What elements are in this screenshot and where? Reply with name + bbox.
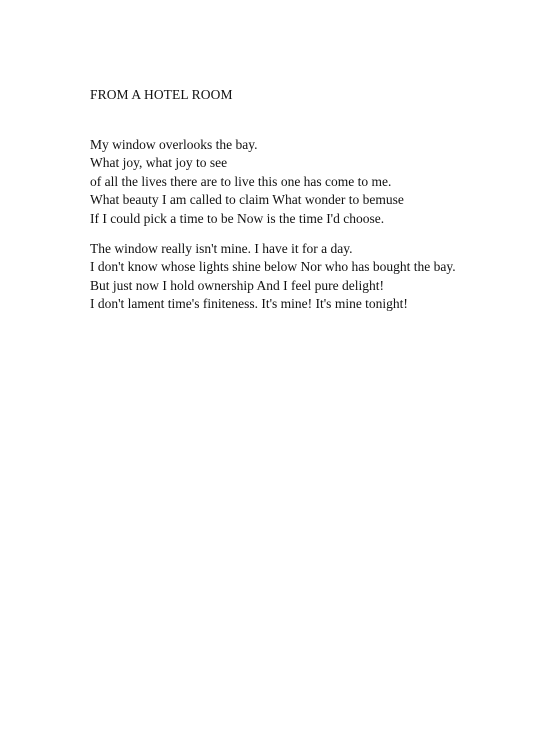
poem-title: FROM A HOTEL ROOM (90, 87, 233, 102)
poem-line: My window overlooks the bay. (90, 137, 258, 152)
poem-line: I don't know whose lights shine below Nor who has bought the bay. (90, 259, 456, 275)
poem-line: If I could pick a time to be Now is the time I'd choose. (90, 210, 385, 226)
stanza-1 (90, 136, 404, 228)
poem-line: What joy, what joy to see (90, 155, 228, 171)
stanza-2 (90, 240, 456, 314)
poem-line: What beauty I am called to claim What wonder to bemuse (90, 192, 404, 208)
poem-line: I don't lament time's finiteness. It's mine! It's mine tonight! (90, 296, 408, 312)
poem-line: of all the lives there are to live this one has come to me. (90, 173, 392, 189)
poem-line: But just now I hold ownership And I feel pure delight! (90, 277, 384, 293)
poem-line: The window really isn't mine. I have it for a day. (90, 241, 353, 256)
